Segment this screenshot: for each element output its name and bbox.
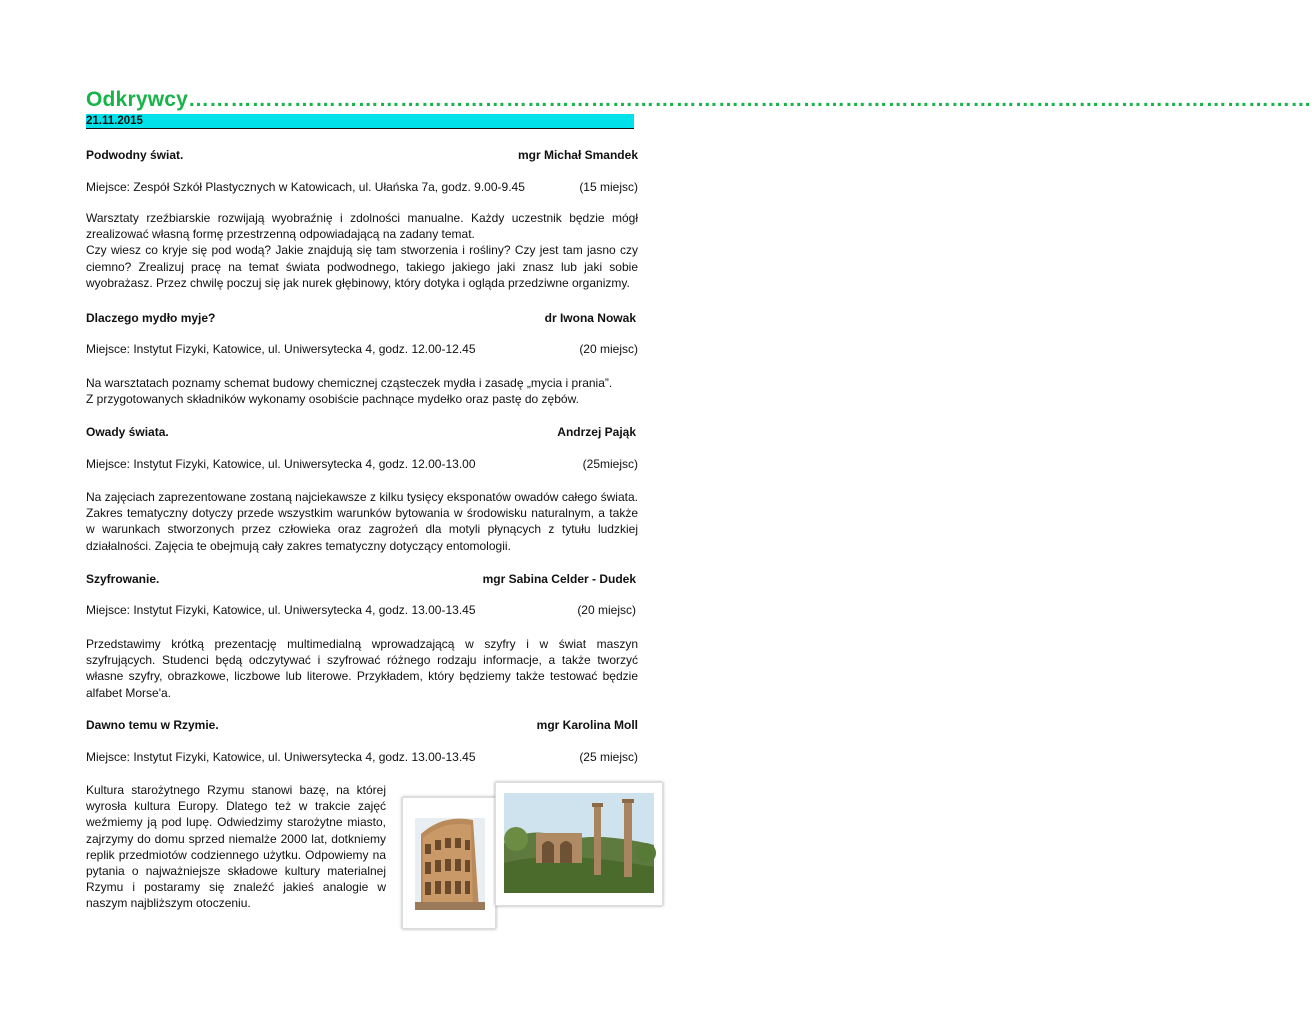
ruins-image [496, 783, 662, 905]
workshop-heading [86, 572, 636, 587]
workshop-name: Dawno temu w Rzymie. [86, 718, 219, 732]
workshop-place [86, 603, 636, 618]
place-text: Miejsce: Instytut Fizyki, Katowice, ul. Uniwersytecka 4, godz. 12.00-13.00 [86, 457, 476, 471]
description-paragraph: Na warsztatach poznamy schemat budowy chemicznej cząsteczek mydła i zasadę „mycia i prania”. [86, 376, 613, 390]
workshop-description [86, 489, 638, 554]
workshop-teacher: mgr Michał Smandek [517, 148, 638, 162]
seats-count: (15 miejsc) [579, 180, 638, 194]
seats-count: (20 miejsc) [579, 342, 638, 356]
description-paragraph: Kultura starożytnego Rzymu stanowi bazę, na której wyrosła kultura Europy. Dlatego też w trakcie zajęć weźmiemy ją pod lupę. Odwiedzimy starożytne miasto, zajrzymy do domu sprzed niemalże 2000 lat, dotkniemy replik przedmiotów codziennego użytku. Odpowiemy na pytania o najważniejsze składowe kultury materialnej Rzymu i postaramy się znaleźć jakieś analogie w naszym najbliższym otoczeniu. [86, 783, 386, 911]
page-title: Odkrywcy…………………………………………………………………………………………………………………………………………… [86, 88, 1312, 111]
seats-count: (25miejsc) [582, 457, 638, 471]
workshop-name: Podwodny świat. [86, 148, 184, 162]
workshop-place [86, 342, 638, 357]
place-text: Miejsce: Instytut Fizyki, Katowice, ul. Uniwersytecka 4, godz. 13.00-13.45 [86, 750, 476, 764]
place-text: Miejsce: Zespół Szkół Plastycznych w Katowicach, ul. Ułańska 7a, godz. 9.00-9.45 [86, 180, 525, 194]
workshop-teacher: Andrzej Pająk [557, 425, 636, 439]
workshop-place [86, 750, 638, 765]
colosseum-image [403, 798, 495, 928]
place-text: Miejsce: Instytut Fizyki, Katowice, ul. Uniwersytecka 4, godz. 12.00-12.45 [86, 342, 476, 356]
workshop-heading [86, 718, 638, 733]
workshop-name: Owady świata. [86, 425, 169, 439]
workshop-place [86, 180, 638, 195]
roman-ruins-photo [495, 782, 663, 906]
description-paragraph: Z przygotowanych składników wykonamy osobiście pachnące mydełko oraz pastę do zębów. [86, 392, 579, 407]
event-date: 21.11.2015 [86, 115, 143, 127]
workshop-heading [86, 311, 636, 326]
workshop-heading [86, 148, 638, 163]
workshop-description [86, 636, 638, 701]
workshop-description [86, 210, 638, 291]
workshop-heading [86, 425, 636, 440]
description-paragraph: Warsztaty rzeźbiarskie rozwijają wyobraźnię i zdolności manualne. Każdy uczestnik będzie mógł zrealizować własną formę przestrzenną odpowiadającą na zadany temat. [86, 211, 638, 242]
workshop-teacher: mgr Karolina Moll [536, 718, 638, 732]
description-paragraph: Czy wiesz co kryje się pod wodą? Jakie znajdują się tam stworzenia i rośliny? Czy jest tam jasno czy ciemno? Zrealizuj pracę na temat świata podwodnego, takiego jakiego jaki znasz lub jaki sobie wyobrażasz. Przez chwilę poczuj się jak nurek głębinowy, który dotyka i ogląda przedziwne organizmy. [86, 243, 638, 290]
description-paragraph: Przedstawimy krótką prezentację multimedialną wprowadzającą w szyfry i w świat maszyn szyfrujących. Studenci będą odczytywać i szyfrować różnego rodzaju informacje, a także tworzyć własne szyfry, obrazkowe, liczbowe lub literowe. Przykładem, który będziemy także testować będzie alfabet Morse'a. [86, 637, 638, 700]
workshop-description [86, 782, 386, 912]
description-paragraph: Na zajęciach zaprezentowane zostaną najciekawsze z kilku tysięcy eksponatów owadów całego świata. Zakres tematyczny dotyczy przede wszystkim warunków bytowania w środowisku naturalnym, a także w warunkach stworzonych przez człowieka oraz zagrożeń dla motyli płynących z tytułu ludzkiej działalności. Zajęcia te obejmują cały zakres tematyczny dotyczący entomologii. [86, 490, 638, 553]
workshop-description [86, 375, 638, 407]
workshop-name: Szyfrowanie. [86, 572, 160, 586]
workshop-name: Dlaczego mydło myje? [86, 311, 216, 325]
seats-count: (20 miejsc) [577, 603, 636, 617]
colosseum-photo [402, 797, 496, 929]
workshop-teacher: dr Iwona Nowak [544, 311, 636, 325]
workshop-teacher: mgr Sabina Celder - Dudek [482, 572, 636, 586]
seats-count: (25 miejsc) [579, 750, 638, 764]
place-text: Miejsce: Instytut Fizyki, Katowice, ul. Uniwersytecka 4, godz. 13.00-13.45 [86, 603, 476, 617]
workshop-place [86, 457, 638, 472]
date-band [86, 114, 634, 129]
